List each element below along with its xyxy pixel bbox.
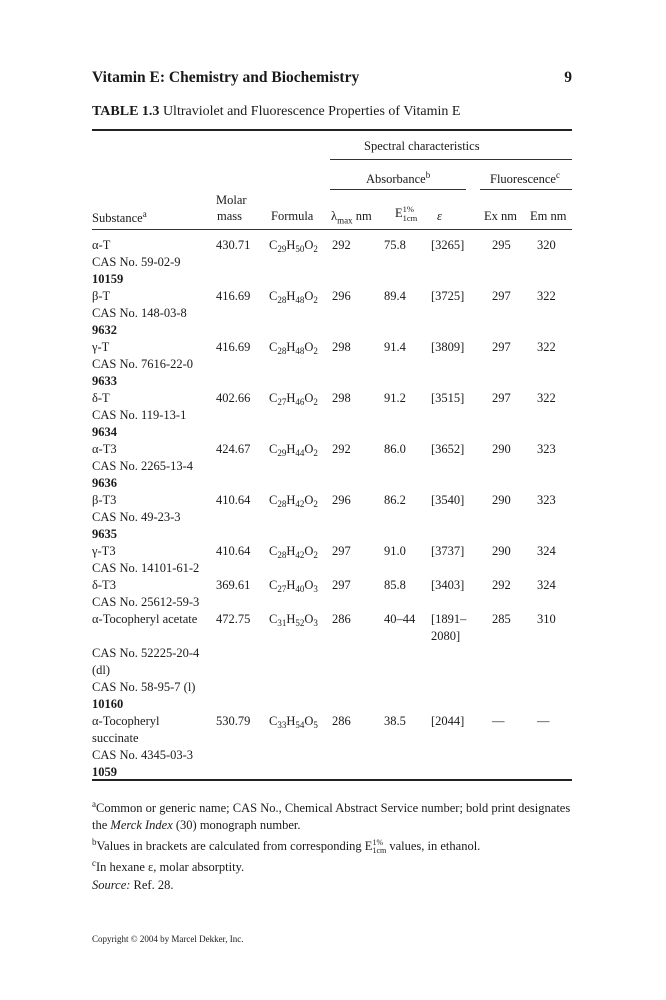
formula-cell (269, 390, 318, 407)
lambda-max-cell: 292 (332, 442, 351, 456)
formula-element: O (304, 714, 314, 728)
footnote-b-sub: 1cm (372, 846, 387, 856)
substance-label: Substance (92, 211, 143, 226)
formula-element: H (286, 578, 296, 592)
substance-name: α-T3 (92, 442, 117, 456)
lambda-max-cell: 286 (332, 612, 351, 626)
formula-element: H (286, 493, 296, 507)
merck-number: 10160 (92, 697, 124, 711)
absorbance-label: Absorbance (366, 172, 426, 187)
formula-subscript: 2 (313, 397, 318, 407)
merck-number: 10159 (92, 272, 124, 286)
substance-name: α-T (92, 238, 111, 252)
formula-element: C (269, 578, 278, 592)
formula-element: C (269, 391, 278, 405)
merck-number: 1059 (92, 765, 117, 779)
epsilon-cell (431, 492, 464, 509)
molar-mass-cell: 410.64 (216, 493, 251, 507)
formula-subscript: 28 (277, 346, 287, 356)
epsilon-value: [2044] (431, 714, 465, 728)
e1cm-cell: 40–44 (384, 612, 416, 626)
substance-name: α-Tocopheryl (92, 714, 160, 728)
formula-element: H (286, 391, 296, 405)
formula-element: H (286, 612, 296, 626)
lambda-max-cell: 297 (332, 578, 351, 592)
e1cm-cell: 86.0 (384, 442, 406, 456)
formula-element: O (304, 578, 314, 592)
molar-mass-cell: 424.67 (216, 442, 251, 456)
formula-subscript: 2 (313, 295, 318, 305)
formula-subscript: 52 (295, 618, 305, 628)
lambda-max-cell: 286 (332, 714, 351, 728)
fluorescence-rule (480, 189, 572, 190)
lambda-max-cell: 298 (332, 391, 351, 405)
merck-number: 9635 (92, 527, 117, 541)
epsilon-value: 2080] (431, 629, 461, 643)
substance-name: β-T3 (92, 493, 117, 507)
fluorescence-note: c (555, 170, 560, 180)
table-caption (92, 104, 460, 120)
table-row (92, 492, 572, 543)
formula-element: O (304, 544, 314, 558)
formula-header: Formula (271, 209, 314, 223)
merck-number: 9633 (92, 374, 117, 388)
formula-element: H (286, 340, 296, 354)
formula-subscript: 3 (313, 584, 318, 594)
molar-mass-cell: 402.66 (216, 391, 251, 405)
formula-subscript: 33 (277, 720, 287, 730)
epsilon-value: [3809] (431, 340, 465, 354)
footnote-c-text: In hexane ε, molar absorptity. (96, 860, 245, 875)
formula-subscript: 42 (295, 499, 305, 509)
epsilon-value: [1891– (431, 612, 467, 626)
epsilon-cell (431, 543, 464, 560)
e1cm-sub: 1cm (402, 213, 418, 223)
lambda-unit: nm (355, 209, 372, 223)
ex-cell: 292 (492, 578, 511, 592)
em-cell: 324 (537, 578, 556, 592)
formula-subscript: 27 (277, 397, 287, 407)
table-caption-text: Ultraviolet and Fluorescence Properties of Vitamin E (162, 104, 461, 119)
e1cm-cell: 91.0 (384, 544, 406, 558)
epsilon-header: ε (437, 209, 442, 223)
fluorescence-label: Fluorescence (490, 172, 556, 187)
footnote-b-text: Values in brackets are calculated from corresponding E (96, 839, 373, 854)
formula-subscript: 2 (313, 244, 318, 254)
spectral-characteristics-header: Spectral characteristics (364, 139, 480, 153)
footnote-c (92, 855, 572, 876)
e1cm-cell: 89.4 (384, 289, 406, 303)
table-body (92, 237, 572, 781)
molar-header-bottom: mass (217, 209, 242, 223)
footnote-b-end: values, in ethanol. (386, 839, 481, 854)
formula-subscript: 2 (313, 448, 318, 458)
substance-cell (92, 611, 199, 713)
e1cm-cell: 91.2 (384, 391, 406, 405)
source-note (92, 877, 572, 894)
footnote-a-mark: a (92, 799, 96, 809)
formula-element: C (269, 289, 278, 303)
epsilon-cell (431, 237, 464, 254)
formula-subscript: 27 (277, 584, 287, 594)
ex-cell: — (492, 714, 505, 728)
ex-cell: 290 (492, 442, 511, 456)
formula-element: O (304, 340, 314, 354)
molar-mass-cell: 369.61 (216, 578, 251, 592)
epsilon-value: [3515] (431, 391, 465, 405)
substance-name: δ-T (92, 391, 110, 405)
epsilon-cell (431, 441, 464, 458)
table-row (92, 237, 572, 288)
spectral-rule (330, 159, 572, 160)
formula-element: H (286, 544, 296, 558)
formula-cell (269, 288, 318, 305)
formula-subscript: 46 (295, 397, 305, 407)
footnote-b (92, 834, 572, 855)
merck-number: 9636 (92, 476, 117, 490)
molar-mass-cell: 472.75 (216, 612, 251, 626)
ex-cell: 285 (492, 612, 511, 626)
formula-element: O (304, 442, 314, 456)
epsilon-value: [3265] (431, 238, 465, 252)
table-top-rule (92, 129, 572, 131)
running-header-title: Vitamin E: Chemistry and Biochemistry (92, 69, 360, 86)
formula-cell (269, 492, 318, 509)
lambda-max-cell: 292 (332, 238, 351, 252)
table-row (92, 577, 572, 611)
epsilon-value: [3737] (431, 544, 465, 558)
substance-cell (92, 441, 193, 492)
formula-element: C (269, 442, 278, 456)
formula-cell (269, 577, 318, 594)
em-cell: 322 (537, 340, 556, 354)
substance-cell (92, 237, 181, 288)
formula-subscript: 50 (295, 244, 305, 254)
formula-subscript: 31 (277, 618, 287, 628)
formula-element: H (286, 442, 296, 456)
formula-element: O (304, 493, 314, 507)
cas-number: CAS No. 49-23-3 (92, 510, 181, 524)
substance-cell (92, 492, 181, 543)
merck-number: 9632 (92, 323, 117, 337)
formula-subscript: 3 (313, 618, 318, 628)
table-row (92, 390, 572, 441)
formula-element: O (304, 238, 314, 252)
formula-element: O (304, 612, 314, 626)
formula-element: H (286, 714, 296, 728)
substance-name-cont: succinate (92, 731, 139, 745)
absorbance-note: b (425, 170, 431, 180)
footnote-c-mark: c (92, 858, 96, 869)
e1cm-cell: 75.8 (384, 238, 406, 252)
lambda-max-cell: 296 (332, 289, 351, 303)
em-cell: 324 (537, 544, 556, 558)
footnote-a-italic: Merck Index (110, 818, 173, 833)
formula-subscript: 2 (313, 499, 318, 509)
e1cm-cell: 86.2 (384, 493, 406, 507)
formula-subscript: 28 (277, 295, 287, 305)
epsilon-cell (431, 390, 464, 407)
fluorescence-header (490, 170, 560, 187)
formula-element: H (286, 289, 296, 303)
ex-cell: 297 (492, 289, 511, 303)
e1cm-cell: 38.5 (384, 714, 406, 728)
substance-cell (92, 390, 186, 441)
molar-header-top: Molar (216, 193, 247, 207)
em-header: Em nm (530, 209, 567, 223)
epsilon-value: [3652] (431, 442, 465, 456)
lambda-max-cell: 296 (332, 493, 351, 507)
formula-subscript: 48 (295, 346, 305, 356)
footnote-a (92, 796, 572, 834)
epsilon-value: [3540] (431, 493, 465, 507)
table-bottom-rule (92, 779, 572, 781)
substance-name: γ-T (92, 340, 110, 354)
formula-element: C (269, 544, 278, 558)
substance-cell (92, 339, 193, 390)
e1cm-cell: 91.4 (384, 340, 406, 354)
substance-name: β-T (92, 289, 111, 303)
table-caption-label: TABLE 1.3 (92, 104, 160, 119)
substance-note: a (142, 209, 147, 219)
em-cell: 310 (537, 612, 556, 626)
cas-number: CAS No. 25612-59-3 (92, 595, 200, 609)
cas-number: CAS No. 14101-61-2 (92, 561, 200, 575)
cas-number: (dl) (92, 663, 111, 677)
ex-cell: 290 (492, 544, 511, 558)
formula-subscript: 54 (295, 720, 305, 730)
table-row (92, 713, 572, 781)
formula-element: C (269, 714, 278, 728)
e1cm-symbol: E (395, 205, 403, 220)
formula-element: C (269, 238, 278, 252)
formula-element: C (269, 612, 278, 626)
footnote-b-sup: 1% (372, 838, 384, 848)
formula-subscript: 29 (277, 448, 287, 458)
footnote-b-mark: b (92, 837, 97, 848)
formula-cell (269, 237, 318, 254)
substance-name: δ-T3 (92, 578, 116, 592)
footnote-a-end: (30) monograph number. (172, 818, 301, 833)
em-cell: — (537, 714, 550, 728)
formula-subscript: 44 (295, 448, 305, 458)
formula-element: O (304, 289, 314, 303)
em-cell: 323 (537, 493, 556, 507)
table-row (92, 339, 572, 390)
cas-number: CAS No. 119-13-1 (92, 408, 187, 422)
formula-element: C (269, 340, 278, 354)
em-cell: 320 (537, 238, 556, 252)
molar-mass-cell: 416.69 (216, 289, 251, 303)
lambda-symbol: λ (331, 209, 338, 223)
formula-cell (269, 543, 318, 560)
cas-number: CAS No. 148-03-8 (92, 306, 187, 320)
molar-mass-cell: 430.71 (216, 238, 251, 252)
e1cm-sup: 1% (402, 204, 414, 214)
header-bottom-rule (92, 229, 572, 230)
em-cell: 322 (537, 289, 556, 303)
formula-subscript: 48 (295, 295, 305, 305)
cas-number (92, 628, 199, 645)
formula-cell (269, 339, 318, 356)
formula-element: O (304, 391, 314, 405)
formula-subscript: 28 (277, 550, 287, 560)
formula-element: C (269, 493, 278, 507)
substance-name: α-Tocopheryl acetate (92, 612, 198, 626)
formula-cell (269, 611, 318, 628)
merck-number: 9634 (92, 425, 117, 439)
cas-number: CAS No. 4345-03-3 (92, 748, 194, 762)
molar-mass-cell: 410.64 (216, 544, 251, 558)
table-row (92, 543, 572, 577)
substance-cell (92, 288, 187, 339)
epsilon-value: [3725] (431, 289, 465, 303)
formula-subscript: 28 (277, 499, 287, 509)
cas-number: CAS No. 7616-22-0 (92, 357, 194, 371)
absorbance-header (366, 170, 430, 187)
molar-mass-cell: 416.69 (216, 340, 251, 354)
table-footnotes (92, 796, 572, 894)
formula-cell (269, 441, 318, 458)
epsilon-cell (431, 339, 464, 356)
epsilon-cell (431, 288, 464, 305)
cas-number: CAS No. 52225-20-4 (92, 646, 200, 660)
epsilon-cell (431, 577, 464, 594)
cas-number: CAS No. 58-95-7 (l) (92, 680, 196, 694)
footnote-a-text: Common or generic name; CAS No., Chemical Abstract Service number; bold print designates the (92, 801, 571, 833)
epsilon-cell (431, 611, 466, 645)
formula-cell (269, 713, 318, 730)
epsilon-cell (431, 713, 464, 730)
em-cell: 322 (537, 391, 556, 405)
lambda-subscript: max (337, 215, 353, 226)
cas-number: CAS No. 59-02-9 (92, 255, 181, 269)
em-cell: 323 (537, 442, 556, 456)
formula-subscript: 2 (313, 550, 318, 560)
lambda-max-cell: 298 (332, 340, 351, 354)
copyright-notice: Copyright © 2004 by Marcel Dekker, Inc. (92, 934, 244, 944)
formula-subscript: 42 (295, 550, 305, 560)
ex-cell: 290 (492, 493, 511, 507)
e1cm-cell: 85.8 (384, 578, 406, 592)
table-row (92, 288, 572, 339)
substance-cell (92, 543, 199, 577)
ex-cell: 295 (492, 238, 511, 252)
formula-subscript: 2 (313, 346, 318, 356)
formula-element: H (286, 238, 296, 252)
source-label: Source: (92, 877, 131, 892)
e1cm-header (395, 205, 417, 223)
ex-header: Ex nm (484, 209, 517, 223)
formula-subscript: 5 (313, 720, 318, 730)
source-text: Ref. 28. (130, 877, 174, 892)
table-row (92, 611, 572, 713)
formula-subscript: 40 (295, 584, 305, 594)
cas-number: CAS No. 2265-13-4 (92, 459, 194, 473)
page-number: 9 (564, 69, 572, 86)
ex-cell: 297 (492, 340, 511, 354)
formula-subscript: 29 (277, 244, 287, 254)
molar-mass-cell: 530.79 (216, 714, 251, 728)
lambda-header (331, 209, 372, 226)
absorbance-rule (330, 189, 466, 190)
substance-name: γ-T3 (92, 544, 116, 558)
ex-cell: 297 (492, 391, 511, 405)
epsilon-value: [3403] (431, 578, 465, 592)
table-row (92, 441, 572, 492)
substance-cell (92, 577, 199, 611)
substance-cell (92, 713, 193, 781)
substance-header (92, 209, 147, 226)
running-header (92, 69, 572, 91)
lambda-max-cell: 297 (332, 544, 351, 558)
